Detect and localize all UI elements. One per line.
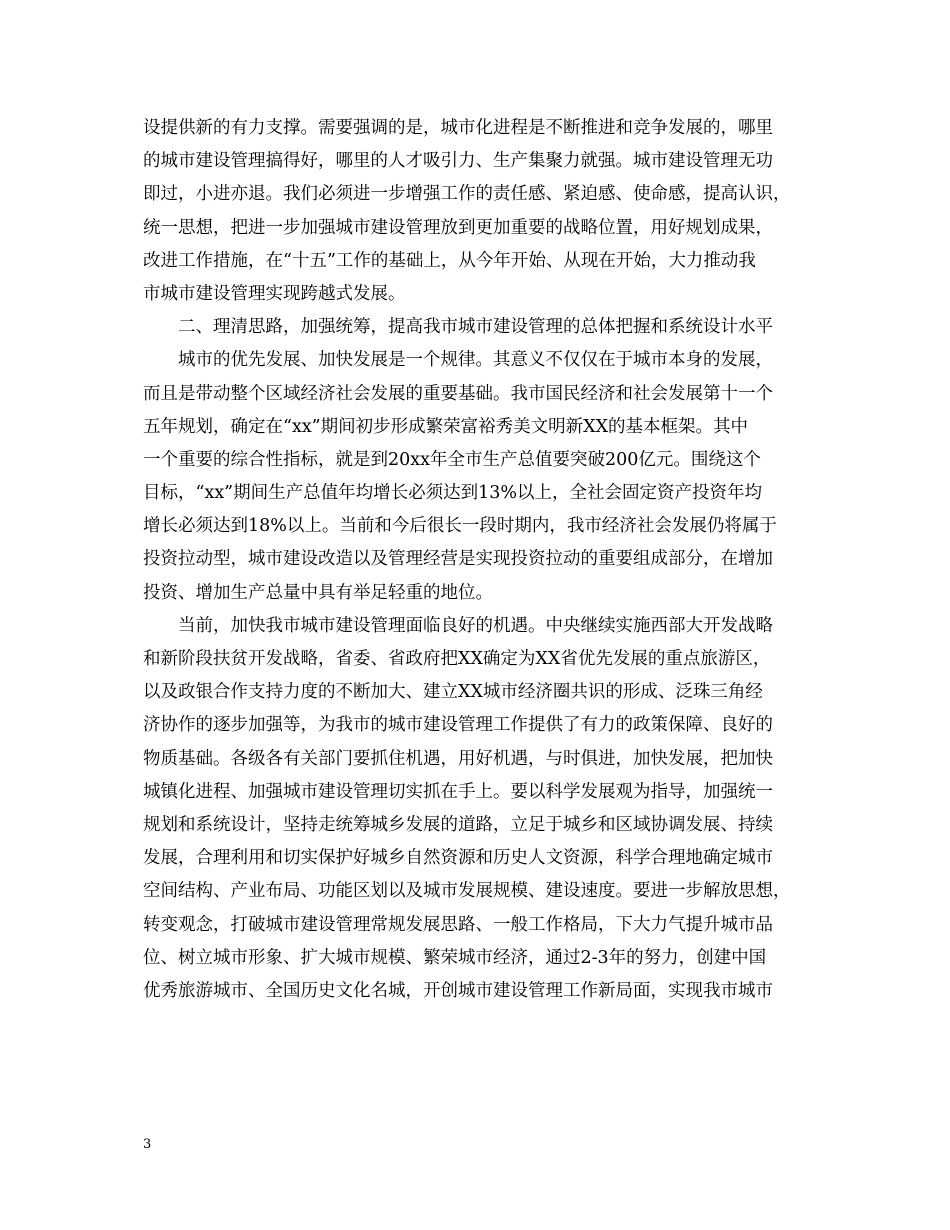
text-line: 即过，小进亦退。我们必须进一步增强工作的责任感、紧迫感、使命感，提高认识， [143,184,791,205]
text-line: 二、理清思路，加强统筹，提高我市城市建设管理的总体把握和系统设计水平 [178,317,773,338]
text-line: 转变观念，打破城市建设管理常规发展思路、一般工作格局，下大力气提升城市品 [143,914,773,935]
text-line: 城市的优先发展、加快发展是一个规律。其意义不仅仅在于城市本身的发展， [178,350,773,371]
text-line: 统一思想，把进一步加强城市建设管理放到更加重要的战略位置，用好规划成果， [143,217,773,238]
text-line: 城镇化进程、加强城市建设管理切实抓在手上。要以科学发展观为指导，加强统一 [143,781,773,802]
text-line: 济协作的逐步加强等，为我市的城市建设管理工作提供了有力的政策保障、良好的 [143,715,773,736]
text-line: 市城市建设管理实现跨越式发展。 [143,283,406,304]
text-line: 五年规划，确定在“xx”期间初步形成繁荣富裕秀美文明新XX的基本框架。其中 [143,416,749,437]
text-line: 发展，合理利用和切实保护好城乡自然资源和历史人文资源，科学合理地确定城市 [143,848,773,869]
text-line: 规划和系统设计，坚持走统筹城乡发展的道路，立足于城乡和区域协调发展、持续 [143,814,773,835]
text-line: 物质基础。各级各有关部门要抓住机遇，用好机遇，与时俱进，加快发展，把加快 [143,748,773,769]
body-text [143,112,823,1008]
text-line: 设提供新的有力支撑。需要强调的是，城市化进程是不断推进和竞争发展的，哪里 [143,118,773,138]
text-line: 的城市建设管理搞得好，哪里的人才吸引力、生产集聚力就强。城市建设管理无功 [143,151,773,172]
text-line: 投资拉动型，城市建设改造以及管理经营是实现投资拉动的重要组成部分，在增加 [143,549,773,570]
text-line: 改进工作措施，在“十五”工作的基础上，从今年开始、从现在开始，大力推动我 [143,250,756,271]
text-line: 空间结构、产业布局、功能区划以及城市发展规模、建设速度。要进一步解放思想， [143,881,791,902]
text-line: 目标，“xx”期间生产总值年均增长必须达到13%以上，全社会固定资产投资年均 [143,483,763,504]
text-line: 而且是带动整个区域经济社会发展的重要基础。我市国民经济和社会发展第十一个 [143,383,773,404]
text-line: 以及政银合作支持力度的不断加大、建立XX城市经济圈共识的形成、泛珠三角经 [143,682,763,703]
page-number: 3 [143,1137,152,1152]
text-line: 位、树立城市形象、扩大城市规模、繁荣城市经济，通过2-3年的努力，创建中国 [143,947,767,968]
text-line: 当前，加快我市城市建设管理面临良好的机遇。中央继续实施西部大开发战略 [178,615,773,636]
text-line: 一个重要的综合性指标，就是到20xx年全市生产总值要突破200亿元。围绕这个 [143,449,761,470]
text-line: 投资、增加生产总量中具有举足轻重的地位。 [143,582,493,603]
text-line: 增长必须达到18%以上。当前和今后很长一段时期内，我市经济社会发展仍将属于 [143,516,777,537]
text-line: 和新阶段扶贫开发战略，省委、省政府把XX确定为XX省优先发展的重点旅游区， [143,649,771,669]
text-line: 优秀旅游城市、全国历史文化名城，开创城市建设管理工作新局面，实现我市城市 [143,980,773,1001]
